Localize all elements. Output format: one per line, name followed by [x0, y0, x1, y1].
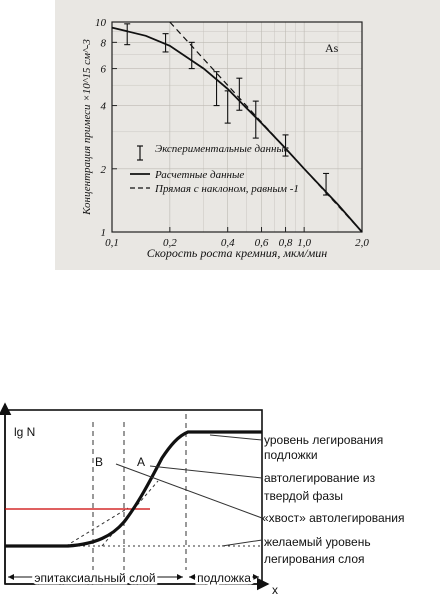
- legend-label-experimental: Экспериментальные данные: [155, 143, 289, 155]
- y-tick-label: 2: [100, 163, 106, 176]
- x-tick-label: 0,6: [254, 237, 269, 249]
- point-label-b: B: [95, 455, 104, 469]
- leader-desired-level: [222, 540, 262, 546]
- legend-label-slope: Прямая с наклоном, равным -1: [155, 183, 299, 195]
- y-tick-label: 1: [100, 227, 106, 239]
- x-tick-label: 1,0: [297, 237, 312, 249]
- callout-desired-level-2: легирования слоя: [264, 552, 365, 566]
- leader-autodoping-tail: [116, 464, 262, 518]
- y-tick-label: 4: [100, 100, 106, 113]
- callout-substrate-level-2: подложки: [264, 448, 318, 462]
- x-axis-label: Скорость роста кремния, мкм/мин: [146, 246, 328, 260]
- y-tick-label: 10: [95, 17, 106, 29]
- callout-substrate-level-1: уровень легирования: [264, 433, 384, 447]
- annotation-as: As: [325, 41, 339, 55]
- callout-desired-level-1: желаемый уровень: [264, 535, 371, 549]
- region-label-epitaxial: эпитаксиальный слой: [34, 571, 156, 585]
- point-label-a: A: [137, 455, 146, 469]
- x-tick-label: 0,4: [220, 237, 235, 249]
- scan-background: [55, 0, 440, 270]
- doping-profile-curve: [5, 432, 262, 546]
- x-tick-label: 0,1: [105, 237, 119, 249]
- y-tick-label: 6: [100, 63, 106, 76]
- callout-autodoping-tail: «хвост» автолегирования: [262, 511, 405, 525]
- y-tick-label: 8: [100, 37, 106, 50]
- leader-solid-phase-autodoping: [150, 466, 262, 478]
- callout-solid-phase-1: автолегирование из: [264, 471, 376, 485]
- autodoping-diagram: [0, 396, 440, 596]
- axis-label-x: x: [272, 583, 278, 596]
- x-tick-label: 0,8: [278, 237, 293, 249]
- leader-substrate-level: [210, 435, 262, 440]
- x-tick-label: 2,0: [355, 237, 369, 249]
- callout-solid-phase-2: твердой фазы: [264, 489, 344, 503]
- x-tick-label: 0,2: [162, 237, 177, 249]
- legend-label-calculated: Расчетные данные: [155, 169, 245, 181]
- region-label-substrate: подложка: [197, 571, 251, 585]
- axis-label-lgn: lg N: [14, 425, 36, 439]
- y-axis-label: Концентрация примеси ×10^15 см^-3: [81, 39, 93, 215]
- impurity-concentration-chart: [0, 0, 440, 270]
